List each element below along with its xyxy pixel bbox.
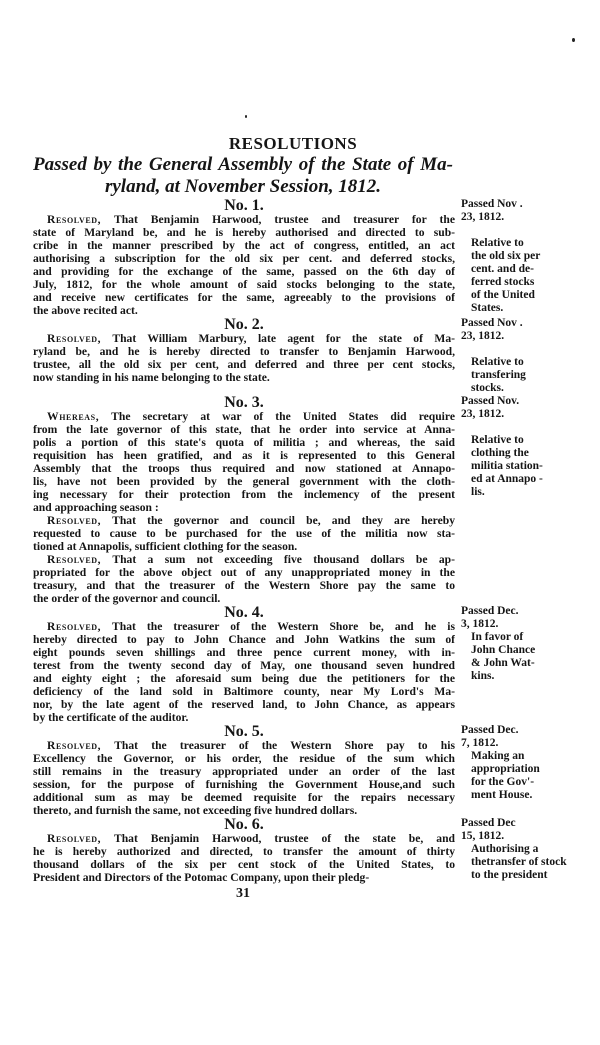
line-text: President and Directors of the Potomac Company, upon their pledg-	[33, 871, 370, 884]
margin-note-line: stocks.	[471, 382, 504, 394]
paragraph-lead: Resolved,	[47, 332, 102, 345]
line-text: now standing in his name belonging to the state.	[33, 371, 270, 384]
line-text: and receive new certificates for the same, agreeably to the provisions of	[33, 291, 455, 304]
text-line	[33, 633, 455, 646]
resolution-body	[33, 724, 455, 817]
resolution-body	[33, 817, 455, 884]
line-text: session, for the purpose of furnishing the Government House,and such	[33, 778, 455, 791]
line-text: treasury, and that the treasurer of the Western Shore pay the same to	[33, 579, 455, 592]
text-line	[33, 265, 455, 278]
page-number: 31	[236, 886, 250, 901]
text-line	[33, 239, 455, 252]
paragraph-lead: Resolved,	[47, 553, 102, 566]
line-text: July, 1812, for the whole amount of said stocks belonging to the state,	[33, 278, 455, 291]
margin-note-line: Relative to	[471, 237, 524, 249]
scan-speck	[245, 115, 247, 118]
margin-note-line: clothing the	[471, 447, 529, 459]
text-line	[33, 291, 455, 304]
line-text: requisition has heen gratified, and as it is represented to this General	[33, 449, 455, 462]
resolution-number: No. 2.	[224, 316, 264, 333]
line-text: deficiency of the land sold in Baltimore county, near My Lord's Ma-	[33, 685, 455, 698]
paragraph-lead: Whereas,	[47, 410, 100, 423]
margin-note	[461, 724, 569, 817]
line-text: and approaching season :	[33, 501, 159, 514]
line-text: That Benjamin Harwood, trustee of the state be, and	[113, 832, 455, 845]
resolution-section	[33, 605, 568, 724]
paragraph-lead: Resolved,	[47, 832, 102, 845]
resolution-section	[33, 395, 568, 605]
text-line	[33, 436, 455, 449]
line-text: state of Maryland be, and he is hereby authorised and directed to sub-	[33, 226, 455, 239]
line-text: thousand dollars of the six per cent stock of the United States, to	[33, 858, 455, 871]
margin-note	[461, 395, 569, 605]
margin-note-line: Passed Dec.	[461, 724, 519, 736]
line-text: requested to cause to be purchased for the use of the militia now sta-	[33, 527, 455, 540]
text-line	[33, 226, 455, 239]
text-line	[33, 475, 455, 488]
margin-note-line: Making an	[471, 750, 525, 762]
line-text: Assembly that the troops thus required and now stationed at Annapo-	[33, 462, 455, 475]
margin-note-line: of the United	[471, 289, 535, 301]
margin-note-line: Passed Nov.	[461, 395, 520, 407]
line-text: That a sum not exceeding five thousand dollars be ap-	[112, 553, 455, 566]
text-line	[33, 579, 455, 592]
paragraph-lead: Resolved,	[47, 514, 102, 527]
line-text: additional sum as may be deemed requisite for the repairs necessary	[33, 791, 455, 804]
resolution-section	[33, 817, 568, 884]
text-line	[33, 858, 455, 871]
resolution-number: No. 1.	[224, 197, 264, 214]
page-title: RESOLUTIONS	[228, 134, 358, 153]
line-text: authorising a subscription for the old six per cent. and deferred stocks,	[33, 252, 455, 265]
page-subtitle	[33, 154, 453, 198]
line-text: The secretary at war of the United States did require	[111, 410, 455, 423]
text-line	[33, 213, 455, 226]
margin-note-line: ferred stocks	[471, 276, 535, 288]
margin-note-line: to the president	[471, 869, 548, 881]
line-text: Excellency the Governor, or his order, the residue of the sum which	[33, 752, 455, 765]
text-line	[33, 752, 455, 765]
document-page	[33, 134, 568, 902]
resolution-number: No. 6.	[224, 816, 264, 833]
subtitle-line: ryland, at November Session, 1812.	[104, 176, 382, 197]
text-line	[33, 488, 455, 501]
text-line	[33, 449, 455, 462]
resolution-section	[33, 198, 568, 317]
text-line	[33, 345, 455, 358]
margin-note-line: appropriation	[471, 763, 540, 775]
margin-note	[461, 317, 569, 395]
resolutions-list	[33, 198, 568, 884]
resolution-body	[33, 198, 455, 317]
text-line	[33, 527, 455, 540]
margin-note-line: militia station-	[471, 460, 543, 472]
resolution-body	[33, 605, 455, 724]
text-line	[33, 332, 455, 345]
line-text: the above recited act.	[33, 304, 138, 317]
text-line	[33, 423, 455, 436]
text-line	[33, 371, 455, 384]
scan-speck	[572, 38, 575, 42]
margin-note	[461, 198, 569, 317]
line-text: terest from the twenty second day of May, one thousand seven hundred	[33, 659, 455, 672]
margin-note-line: Passed Nov .	[461, 317, 523, 329]
margin-note-line	[461, 421, 569, 434]
margin-note-line: John Chance	[471, 644, 536, 656]
text-line	[33, 566, 455, 579]
margin-note-line: the old six per	[471, 250, 541, 262]
text-line	[33, 358, 455, 371]
line-text: from the late governor of this state, that he order into service at Anna-	[33, 423, 455, 436]
margin-note-line: transfering	[471, 369, 526, 381]
line-text: by the certificate of the auditor.	[33, 711, 189, 724]
line-text: cribe in the manner prescribed by the act of congress, entitled, an act	[33, 239, 455, 252]
margin-note-line: 23, 1812.	[461, 330, 505, 342]
line-text: thereto, and furnish the same, not exceeding five hundred dollars.	[33, 804, 358, 817]
margin-note-line: ed at Annapo -	[471, 473, 543, 485]
text-line	[33, 646, 455, 659]
text-line	[33, 462, 455, 475]
text-line	[33, 739, 455, 752]
paragraph-lead: Resolved,	[47, 739, 102, 752]
margin-note-line: & John Wat-	[471, 657, 535, 669]
paragraph-lead: Resolved,	[47, 213, 102, 226]
line-text: and providing for the exchange of the same, passed on the 6th day of	[33, 265, 455, 278]
text-line	[33, 765, 455, 778]
line-text: polis a portion of this state's quota of militia ; and whereas, the said	[33, 436, 455, 449]
margin-note-line: 15, 1812.	[461, 830, 505, 842]
line-text: tioned at Annapolis, sufficient clothing for the season.	[33, 540, 298, 553]
line-text: trustee, all the old six per cent, and deferred and three per cent stocks,	[33, 358, 455, 371]
line-text: That Benjamin Harwood, trustee and treasurer for the	[113, 213, 455, 226]
line-text: lis, have not been provided by the general government with the cloth-	[33, 475, 455, 488]
margin-note-line: Passed Dec	[461, 817, 516, 829]
text-line	[33, 252, 455, 265]
margin-note-line: Authorising a	[471, 843, 539, 855]
margin-note-line: Relative to	[471, 434, 524, 446]
text-line	[33, 501, 455, 514]
margin-note-line: 7, 1812.	[461, 737, 499, 749]
line-text: propriated for the above object out of any unappropriated money in the	[33, 566, 455, 579]
resolution-section	[33, 724, 568, 817]
line-text: nor, by the late agent of the reserved land, to John Chance, as appears	[33, 698, 455, 711]
margin-note-line: ment House.	[471, 789, 533, 801]
text-line	[33, 514, 455, 527]
line-text: ryland be, and he is hereby directed to transfer to Benjamin Harwood,	[33, 345, 455, 358]
resolution-number: No. 3.	[224, 394, 264, 411]
margin-note-line	[461, 224, 569, 237]
line-text: eight pounds seven shillings and three pence current money, with in-	[33, 646, 455, 659]
subtitle-line: Passed by the General Assembly of the State of Ma-	[33, 154, 453, 175]
resolution-number: No. 5.	[224, 723, 264, 740]
text-line	[33, 845, 455, 858]
line-text: That the governor and council be, and they are hereby	[112, 514, 455, 527]
margin-note-line: Passed Nov .	[461, 198, 523, 210]
text-line	[33, 620, 455, 633]
line-text: That the treasurer of the Western Shore pay to his	[114, 739, 455, 752]
margin-note-line: In favor of	[471, 631, 524, 643]
margin-note-line: 3, 1812.	[461, 618, 499, 630]
line-text: hereby directed to pay to John Chance and John Watkins the sum of	[33, 633, 455, 646]
text-line	[33, 410, 455, 423]
text-line	[33, 659, 455, 672]
line-text: ing necessary for their protection from the inclemency of the present	[33, 488, 455, 501]
line-text: still remains in the treasury appropriated under an order of the last	[33, 765, 455, 778]
margin-note-line: for the Gov'-	[471, 776, 535, 788]
line-text: he is hereby authorized and directed, to transfer the amount of thirty	[33, 845, 455, 858]
margin-note-line: 23, 1812.	[461, 211, 505, 223]
line-text: That William Marbury, late agent for the state of Ma-	[112, 332, 455, 345]
text-line	[33, 778, 455, 791]
text-line	[33, 791, 455, 804]
paragraph-lead: Resolved,	[47, 620, 102, 633]
margin-note-line: Passed Dec.	[461, 605, 519, 617]
line-text: the order of the governor and council.	[33, 592, 221, 605]
margin-note	[461, 605, 569, 724]
margin-note-line	[461, 343, 569, 356]
text-line	[33, 278, 455, 291]
text-line	[33, 685, 455, 698]
text-line	[33, 871, 455, 884]
resolution-section	[33, 317, 568, 395]
text-line	[33, 540, 455, 553]
line-text: and eighty eight ; the aforesaid sum being due the petitioners for the	[33, 672, 455, 685]
margin-note-line: Relative to	[471, 356, 524, 368]
margin-note-line: thetransfer of stock	[471, 856, 567, 868]
line-text: That the treasurer of the Western Shore be, and he is	[112, 620, 455, 633]
margin-note-line: cent. and de-	[471, 263, 534, 275]
resolution-body	[33, 317, 455, 395]
margin-note-line: 23, 1812.	[461, 408, 505, 420]
margin-note-line: kins.	[471, 670, 495, 682]
text-line	[33, 672, 455, 685]
resolution-number: No. 4.	[224, 604, 264, 621]
resolution-body	[33, 395, 455, 605]
text-line	[33, 553, 455, 566]
text-line	[33, 698, 455, 711]
text-line	[33, 832, 455, 845]
margin-note-line: States.	[471, 302, 504, 314]
margin-note-line: lis.	[471, 486, 485, 498]
margin-note	[461, 817, 569, 884]
